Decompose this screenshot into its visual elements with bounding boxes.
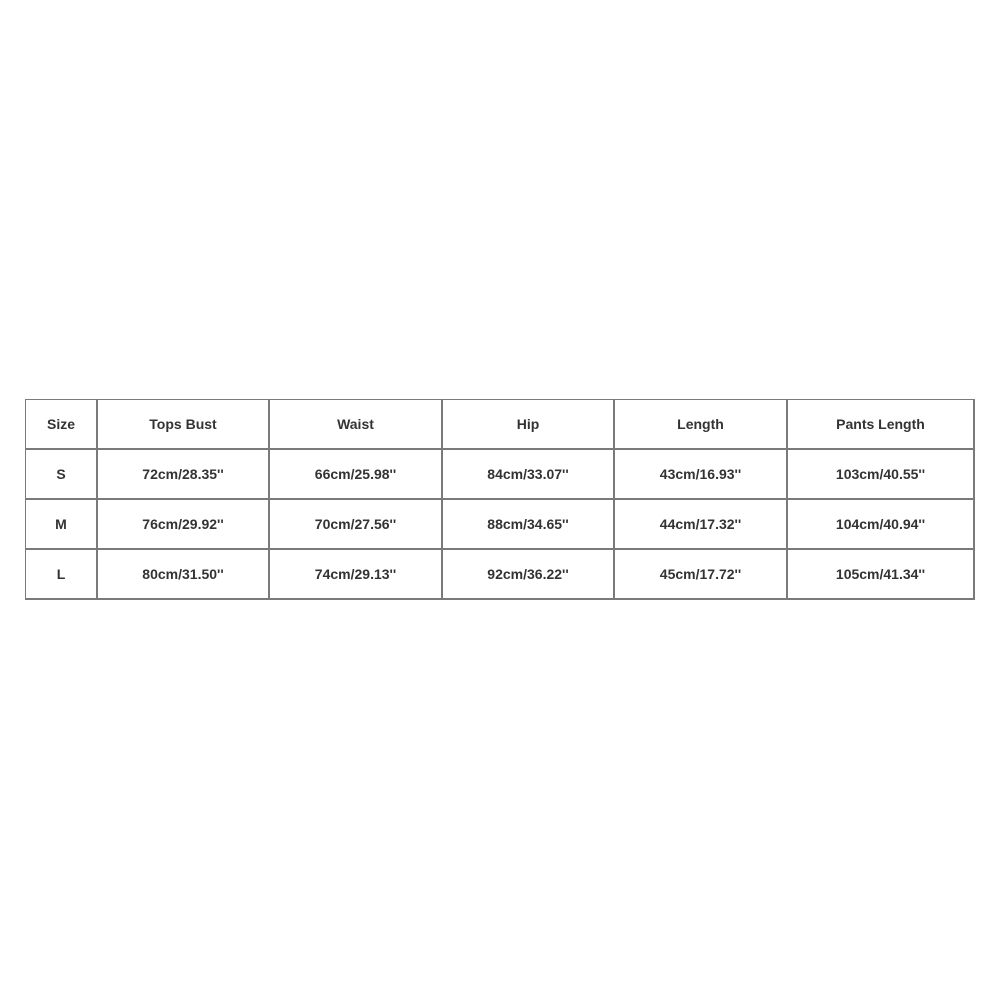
- cell-pants-length: 104cm/40.94'': [788, 500, 975, 550]
- cell-hip: 92cm/36.22'': [443, 550, 615, 600]
- header-length: Length: [615, 400, 788, 450]
- cell-pants-length: 105cm/41.34'': [788, 550, 975, 600]
- cell-tops-bust: 76cm/29.92'': [98, 500, 270, 550]
- size-chart-table: [25, 399, 975, 600]
- cell-tops-bust: 72cm/28.35'': [98, 450, 270, 500]
- cell-waist: 70cm/27.56'': [270, 500, 443, 550]
- table-row: [26, 550, 975, 600]
- cell-waist: 66cm/25.98'': [270, 450, 443, 500]
- cell-length: 43cm/16.93'': [615, 450, 788, 500]
- cell-length: 45cm/17.72'': [615, 550, 788, 600]
- header-waist: Waist: [270, 400, 443, 450]
- table-row: [26, 500, 975, 550]
- header-pants-length: Pants Length: [788, 400, 975, 450]
- header-tops-bust: Tops Bust: [98, 400, 270, 450]
- cell-size: M: [26, 500, 98, 550]
- table-row: [26, 450, 975, 500]
- cell-size: S: [26, 450, 98, 500]
- cell-waist: 74cm/29.13'': [270, 550, 443, 600]
- cell-tops-bust: 80cm/31.50'': [98, 550, 270, 600]
- cell-hip: 88cm/34.65'': [443, 500, 615, 550]
- cell-size: L: [26, 550, 98, 600]
- cell-hip: 84cm/33.07'': [443, 450, 615, 500]
- header-size: Size: [26, 400, 98, 450]
- table-header-row: [26, 400, 975, 450]
- cell-length: 44cm/17.32'': [615, 500, 788, 550]
- cell-pants-length: 103cm/40.55'': [788, 450, 975, 500]
- header-hip: Hip: [443, 400, 615, 450]
